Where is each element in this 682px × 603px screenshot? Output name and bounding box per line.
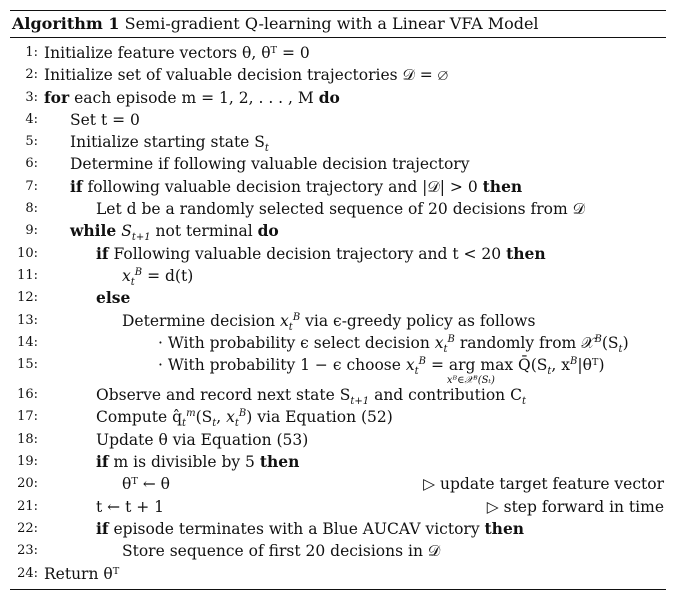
algorithm-line-11 xyxy=(10,265,666,287)
keyword-else: else xyxy=(96,288,131,308)
line-text-rest: via ϵ-greedy policy as follows xyxy=(305,311,536,330)
line-text-rest: ) via Equation (52) xyxy=(246,408,393,427)
keyword-if: if xyxy=(96,243,109,263)
algorithm-line-13 xyxy=(10,310,666,332)
algorithm-line-2 xyxy=(10,64,666,86)
q-function: Q̄(S xyxy=(518,356,548,375)
line-text: t ← t + 1 xyxy=(96,497,165,516)
algorithm-line-5 xyxy=(10,131,666,153)
algorithm-line-1 xyxy=(10,42,666,64)
line-text: · With probability ϵ select decision $x_t^B$ randomly from $𝒳^B(S_t)$ xyxy=(158,333,629,355)
line-number: 22: xyxy=(17,520,38,536)
line-text: · With probability 1 − ϵ choose $x_t^B$ = arg max xᴮ∈𝒳ᴮ(Sₜ) $Q̄(S_t$, $x^B|\theta ᵀ$) xyxy=(158,354,605,376)
line-text: Determine if following valuable decision trajectory xyxy=(70,155,470,174)
line-number: 12: xyxy=(17,290,38,306)
algorithm-line-16 xyxy=(10,384,666,406)
algorithm-line-12 xyxy=(10,287,666,309)
bottom-rule xyxy=(10,589,666,590)
algorithm-block xyxy=(10,10,666,590)
algorithm-line-9 xyxy=(10,220,666,242)
algorithm-line-23 xyxy=(10,540,666,562)
line-text: Compute $q̂_t^m(S_t$, $x_t^B$) via Equation (52) xyxy=(96,408,393,430)
keyword-if: if xyxy=(96,452,109,472)
algorithm-line-22 xyxy=(10,518,666,540)
line-text-main: = d(t) xyxy=(147,266,194,285)
line-text: Update θ via Equation (53) xyxy=(96,430,309,449)
line-number: 2: xyxy=(25,67,38,83)
equals-sign: = xyxy=(430,356,444,375)
line-text xyxy=(70,176,522,198)
line-text-main: Compute q̂ xyxy=(96,408,183,427)
line-number: 6: xyxy=(25,156,38,172)
algorithm-line-15 xyxy=(10,354,666,387)
argmax-subscript: xᴮ∈𝒳ᴮ(Sₜ) xyxy=(446,375,495,387)
line-comment: ▷ step forward in time xyxy=(486,497,664,516)
algorithm-line-17 xyxy=(10,406,666,428)
algorithm-line-18 xyxy=(10,429,666,451)
algorithm-line-20 xyxy=(10,473,666,495)
keyword-do: do xyxy=(257,221,279,241)
q-arg: , x xyxy=(551,356,571,375)
algorithm-line-14 xyxy=(10,332,666,354)
line-number: 16: xyxy=(17,387,38,403)
algorithm-line-24 xyxy=(10,563,666,585)
algorithm-line-21 xyxy=(10,496,666,518)
line-text-args: (S xyxy=(195,408,213,427)
line-number: 4: xyxy=(25,111,38,127)
algorithm-line-10 xyxy=(10,243,666,265)
line-number: 21: xyxy=(17,498,38,514)
line-text xyxy=(44,87,340,109)
algorithm-line-6 xyxy=(10,153,666,175)
condition: episode terminates with a Blue AUCAV victory xyxy=(113,519,480,538)
algorithm-line-7 xyxy=(10,176,666,198)
condition: not terminal xyxy=(155,222,253,241)
line-text: $x_t^B = d(t)$ xyxy=(122,266,194,289)
line-number: 24: xyxy=(17,565,38,581)
line-number: 7: xyxy=(25,178,38,194)
line-number: 3: xyxy=(25,89,38,105)
argmax-operator xyxy=(446,354,514,387)
line-number: 9: xyxy=(25,223,38,239)
keyword-if: if xyxy=(70,176,83,196)
algorithm-label: Algorithm 1 xyxy=(12,14,120,33)
line-number: 14: xyxy=(17,334,38,350)
line-number: 19: xyxy=(17,454,38,470)
line-number: 23: xyxy=(17,543,38,559)
line-number: 18: xyxy=(17,431,38,447)
line-text: while $S_{t+1}$ not terminal do xyxy=(70,221,279,244)
keyword-then: then xyxy=(259,452,300,472)
algorithm-line-3 xyxy=(10,87,666,109)
line-number: 10: xyxy=(17,245,38,261)
line-number: 13: xyxy=(17,312,38,328)
keyword-then: then xyxy=(506,243,546,263)
line-comment: ▷ update target feature vector xyxy=(423,475,664,494)
algorithm-title: Semi-gradient Q-learning with a Linear VFA Model xyxy=(124,14,539,33)
algorithm-caption xyxy=(10,11,666,37)
line-number: 1: xyxy=(25,45,38,60)
line-text: Initialize starting state $S_t$ xyxy=(70,133,269,155)
line-text xyxy=(96,518,524,540)
keyword-do: do xyxy=(318,87,340,107)
line-text: Initialize set of valuable decision trajectories 𝒟 = ∅ xyxy=(44,66,448,85)
line-text: Determine decision $x_t^B$ via ϵ-greedy policy as follows xyxy=(122,311,536,333)
line-text xyxy=(96,287,130,309)
line-text-args: (S xyxy=(601,333,619,352)
line-text-main: · With probability ϵ select decision xyxy=(158,333,430,352)
algorithm-line-19 xyxy=(10,451,666,473)
line-text-main: · With probability 1 − ϵ choose xyxy=(158,356,401,375)
line-text xyxy=(96,451,299,473)
line-number: 20: xyxy=(17,476,38,492)
line-number: 8: xyxy=(25,201,38,217)
keyword-then: then xyxy=(484,518,525,538)
line-text-main: Observe and record next state S xyxy=(96,386,351,405)
line-text: Observe and record next state $S_{t+1}$ and contribution $C_t$ xyxy=(96,386,526,408)
line-text: Store sequence of first 20 decisions in 𝒟 xyxy=(122,542,441,561)
condition: following valuable decision trajectory and |𝒟| > 0 xyxy=(87,177,478,196)
line-text: Return θᵀ xyxy=(44,564,120,583)
keyword-then: then xyxy=(482,176,523,196)
line-text-main: Initialize starting state S xyxy=(70,133,265,152)
line-number: 15: xyxy=(17,357,38,373)
algorithm-line-8 xyxy=(10,198,666,220)
condition: m is divisible by 5 xyxy=(113,453,255,472)
line-text xyxy=(96,243,546,265)
line-number: 17: xyxy=(17,409,38,425)
line-text-main: Determine decision xyxy=(122,311,276,330)
line-number: 5: xyxy=(25,134,38,150)
line-text-rest: and contribution C xyxy=(374,386,522,405)
line-number: 11: xyxy=(17,267,38,283)
loop-range: each episode m = 1, 2, . . . , M xyxy=(74,88,314,107)
keyword-if: if xyxy=(96,518,109,538)
line-text-rest: randomly from 𝒳 xyxy=(459,333,595,352)
keyword-for: for xyxy=(44,87,70,107)
q-param: |θᵀ) xyxy=(577,356,605,375)
line-text: Set t = 0 xyxy=(70,110,140,129)
line-text: θᵀ ← θ xyxy=(122,475,171,494)
keyword-while: while xyxy=(70,221,117,241)
argmax-label: arg max xyxy=(448,356,514,375)
line-text: Let d be a randomly selected sequence of 20 decisions from 𝒟 xyxy=(96,200,586,219)
state-symbol: S xyxy=(121,222,132,241)
line-text: Initialize feature vectors θ, θᵀ = 0 xyxy=(44,44,310,62)
algorithm-line-4 xyxy=(10,109,666,131)
condition: Following valuable decision trajectory and t < 20 xyxy=(113,244,502,263)
